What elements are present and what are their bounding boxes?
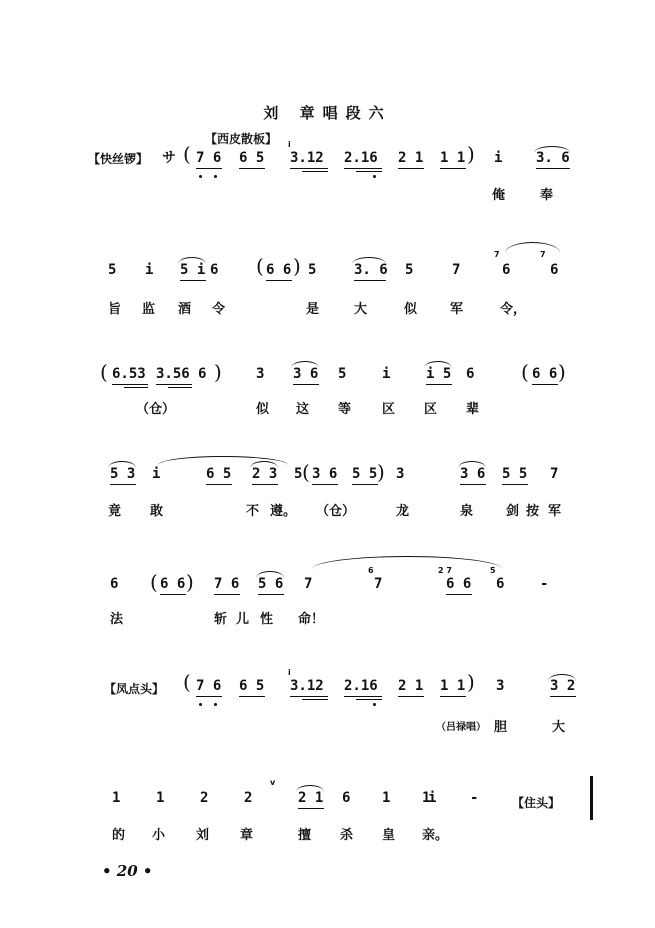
underline (550, 696, 576, 697)
note: - (470, 790, 479, 806)
note-group: 3 6 (293, 366, 319, 382)
underline (214, 594, 240, 595)
grace-note: 7 (540, 250, 546, 259)
lyric: 区 (382, 402, 396, 417)
grace-note: 6 (368, 566, 374, 575)
lyric: 章 (240, 828, 254, 843)
notation-line-2 (0, 250, 655, 302)
low-octave-dot (214, 703, 217, 706)
close-paren: ) (214, 360, 222, 384)
note: 5 (308, 262, 317, 278)
note: 3 (256, 366, 265, 382)
open-paren: ( (100, 360, 108, 384)
lyric: 辈 (466, 402, 480, 417)
underline (426, 384, 452, 385)
low-octave-dot (199, 175, 202, 178)
meter-tag-xipi-sanban: 【西皮散板】 (205, 132, 278, 146)
tie (505, 242, 560, 253)
note-group: 5 3 (110, 466, 136, 482)
intro-tag-kuaisiluo: 【快丝锣】 (88, 152, 149, 166)
lyric: 皇 (382, 828, 396, 843)
tie (312, 556, 502, 569)
underline (502, 484, 528, 485)
underline (312, 484, 338, 485)
lyric: 的 (112, 828, 126, 843)
note: 1 (112, 790, 121, 806)
lyrics-line-3 (0, 398, 655, 438)
note: i (145, 262, 154, 278)
underline (252, 484, 278, 485)
underline (160, 594, 186, 595)
open-paren: ( (183, 670, 191, 694)
lyric: 等 (338, 402, 352, 417)
close-paren: ) (467, 142, 475, 166)
note-group: 1 1 (440, 150, 466, 166)
lyric: 胆 (494, 720, 508, 735)
final-barline (590, 776, 593, 820)
page-number: • 20 • (102, 862, 153, 880)
grace-note: i (288, 668, 291, 677)
underline (302, 699, 328, 700)
note-group: 5 5 (502, 466, 528, 482)
note-group: 5 6 (258, 576, 284, 592)
lyric: 法 (110, 612, 124, 627)
open-paren: ( (256, 254, 264, 278)
note: 6 (198, 366, 207, 382)
note-group: 6 6 (446, 576, 472, 592)
note-group: 1 1 (440, 678, 466, 694)
lyric: 大 (552, 720, 566, 735)
lyrics-line-6 (0, 716, 655, 756)
underline (398, 696, 424, 697)
lyric: 令， (500, 302, 527, 317)
sanban-symbol: サ (162, 150, 176, 166)
underline (168, 387, 192, 388)
lyric: 旨 (108, 302, 122, 317)
lyric: 不 (246, 504, 260, 519)
lyric: 酒 (178, 302, 192, 317)
note-group: 6 5 (206, 466, 232, 482)
lyric: 擅 (298, 828, 312, 843)
underline (446, 594, 472, 595)
lyric: 按 (526, 504, 540, 519)
lyric: 是 (306, 302, 320, 317)
underline (356, 699, 382, 700)
lyric: 命！ (298, 612, 325, 627)
underline (536, 168, 570, 169)
low-octave-dot (373, 175, 376, 178)
lyric: 刘 (196, 828, 210, 843)
note: 7 (550, 466, 559, 482)
lyrics-line-2 (0, 298, 655, 338)
note: 5 (108, 262, 117, 278)
note: 6 (550, 262, 559, 278)
close-paren: ) (377, 460, 385, 484)
underline (440, 696, 466, 697)
lyric: 军 (450, 302, 464, 317)
grace-note: 7 (494, 250, 500, 259)
note-group: 3.56 (156, 366, 190, 382)
lyric: 龙 (396, 504, 410, 519)
lyric: 剑 (506, 504, 520, 519)
note: i (428, 790, 437, 806)
underline (398, 168, 424, 169)
lyric: 敢 (150, 504, 164, 519)
note: 6 (502, 262, 511, 278)
open-paren: ( (183, 142, 191, 166)
underline (180, 280, 206, 281)
open-paren: ( (150, 570, 158, 594)
note: 5 (338, 366, 347, 382)
underline (266, 280, 292, 281)
underline (344, 696, 382, 697)
note-group: 6 6 (532, 366, 558, 382)
close-paren: ) (293, 254, 301, 278)
singer-label: （吕禄唱） (436, 722, 486, 733)
note-group: i 5 (426, 366, 452, 382)
lyric: 儿 (236, 612, 250, 627)
lyric: 监 (142, 302, 156, 317)
notation-line-6 (0, 668, 655, 716)
note-group: 6 6 (266, 262, 292, 278)
note-group: 2 1 (398, 678, 424, 694)
note-group: 3.12 (290, 678, 324, 694)
open-paren: ( (521, 360, 529, 384)
underline (206, 484, 232, 485)
note: 7 (452, 262, 461, 278)
close-paren: ) (467, 670, 475, 694)
open-paren: ( (302, 460, 310, 484)
low-octave-dot (373, 703, 376, 706)
end-tag-zhutou: 【住头】 (512, 796, 561, 810)
lyric: 性 (260, 612, 274, 627)
underline (356, 171, 382, 172)
close-paren: ) (186, 570, 194, 594)
note: 6 (210, 262, 219, 278)
lyric: 泉 (460, 504, 474, 519)
underline (124, 387, 148, 388)
note: - (540, 576, 549, 592)
note: 2 (244, 790, 253, 806)
low-octave-dot (199, 703, 202, 706)
underline (440, 168, 466, 169)
note-group: 3 6 (312, 466, 338, 482)
underline (293, 384, 319, 385)
lyric: 亲。 (422, 828, 449, 843)
grace-note: i (288, 140, 291, 149)
note: 5 (294, 466, 303, 482)
note-group: 2 1 (298, 790, 324, 806)
note: 3 (396, 466, 405, 482)
note-group: 3 2 (550, 678, 576, 694)
note-group: 2 3 (252, 466, 278, 482)
grace-note: 5 (490, 566, 496, 575)
lyric: 似 (404, 302, 418, 317)
underline (290, 696, 328, 697)
lyrics-line-7 (0, 824, 655, 864)
lyric: 大 (354, 302, 368, 317)
underline (354, 280, 386, 281)
note-group: 2 1 (398, 150, 424, 166)
underline (239, 168, 265, 169)
note-group: 5 5 (352, 466, 378, 482)
lyric: 杀 (340, 828, 354, 843)
note-group: 6 5 (239, 678, 265, 694)
lyric: 俺 (492, 188, 506, 203)
note-group: 3.12 (290, 150, 324, 166)
lyrics-line-5 (0, 608, 655, 648)
lyric: （仓） (136, 402, 176, 417)
note: 3 (496, 678, 505, 694)
note: 1 (382, 790, 391, 806)
note-group: 3. 6 (354, 262, 388, 278)
note-group: 5 i (180, 262, 206, 278)
note-group: 2.16 (344, 150, 378, 166)
note: 1 (422, 790, 431, 806)
note-group: 2.16 (344, 678, 378, 694)
note-group: 6 5 (239, 150, 265, 166)
underline (156, 384, 192, 385)
lyric: 斩 (214, 612, 228, 627)
underline (352, 484, 378, 485)
note: 6 (496, 576, 505, 592)
underline (196, 168, 222, 169)
note: 7 (374, 576, 383, 592)
lyric: 军 (548, 504, 562, 519)
underline (110, 484, 136, 485)
note-group: 7 6 (196, 678, 222, 694)
lyric: 令 (212, 302, 226, 317)
close-paren: ) (558, 360, 566, 384)
lyrics-line-4 (0, 500, 655, 540)
underline (532, 384, 558, 385)
note: 2 (200, 790, 209, 806)
note: 5 (405, 262, 414, 278)
breath-mark: v (270, 778, 276, 787)
underline (460, 484, 486, 485)
underline (196, 696, 222, 697)
note: 6 (342, 790, 351, 806)
lyric: 小 (152, 828, 166, 843)
note-group: 7 6 (214, 576, 240, 592)
lyric: 竟 (108, 504, 122, 519)
note: i (494, 150, 503, 166)
lyric: 遵。 (270, 504, 297, 519)
underline (290, 168, 328, 169)
lyric: 区 (424, 402, 438, 417)
lyric: 奉 (540, 188, 554, 203)
page-title: 刘 章唱段六 (263, 104, 392, 122)
note: 6 (110, 576, 119, 592)
note-group: 7 6 (196, 150, 222, 166)
note-group: 3 6 (460, 466, 486, 482)
lyric: 似 (256, 402, 270, 417)
underline (344, 168, 382, 169)
underline (302, 171, 328, 172)
lyric: （仓） (316, 504, 356, 519)
lyrics-line-1 (0, 184, 655, 224)
notation-line-1 (0, 140, 655, 188)
underline (258, 594, 284, 595)
note: 7 (304, 576, 313, 592)
note: i (152, 466, 161, 482)
note-group: 3. 6 (536, 150, 570, 166)
low-octave-dot (214, 175, 217, 178)
note: 6 (466, 366, 475, 382)
underline (239, 696, 265, 697)
note-group: 6 6 (160, 576, 186, 592)
note-group: 6.53 (112, 366, 146, 382)
lyric: 这 (296, 402, 310, 417)
note: 1 (156, 790, 165, 806)
intro-tag-fengdiantou: 【凤点头】 (104, 682, 165, 696)
grace-note: 2 7 (438, 566, 452, 575)
underline (298, 808, 324, 809)
note: i (382, 366, 391, 382)
underline (112, 384, 148, 385)
